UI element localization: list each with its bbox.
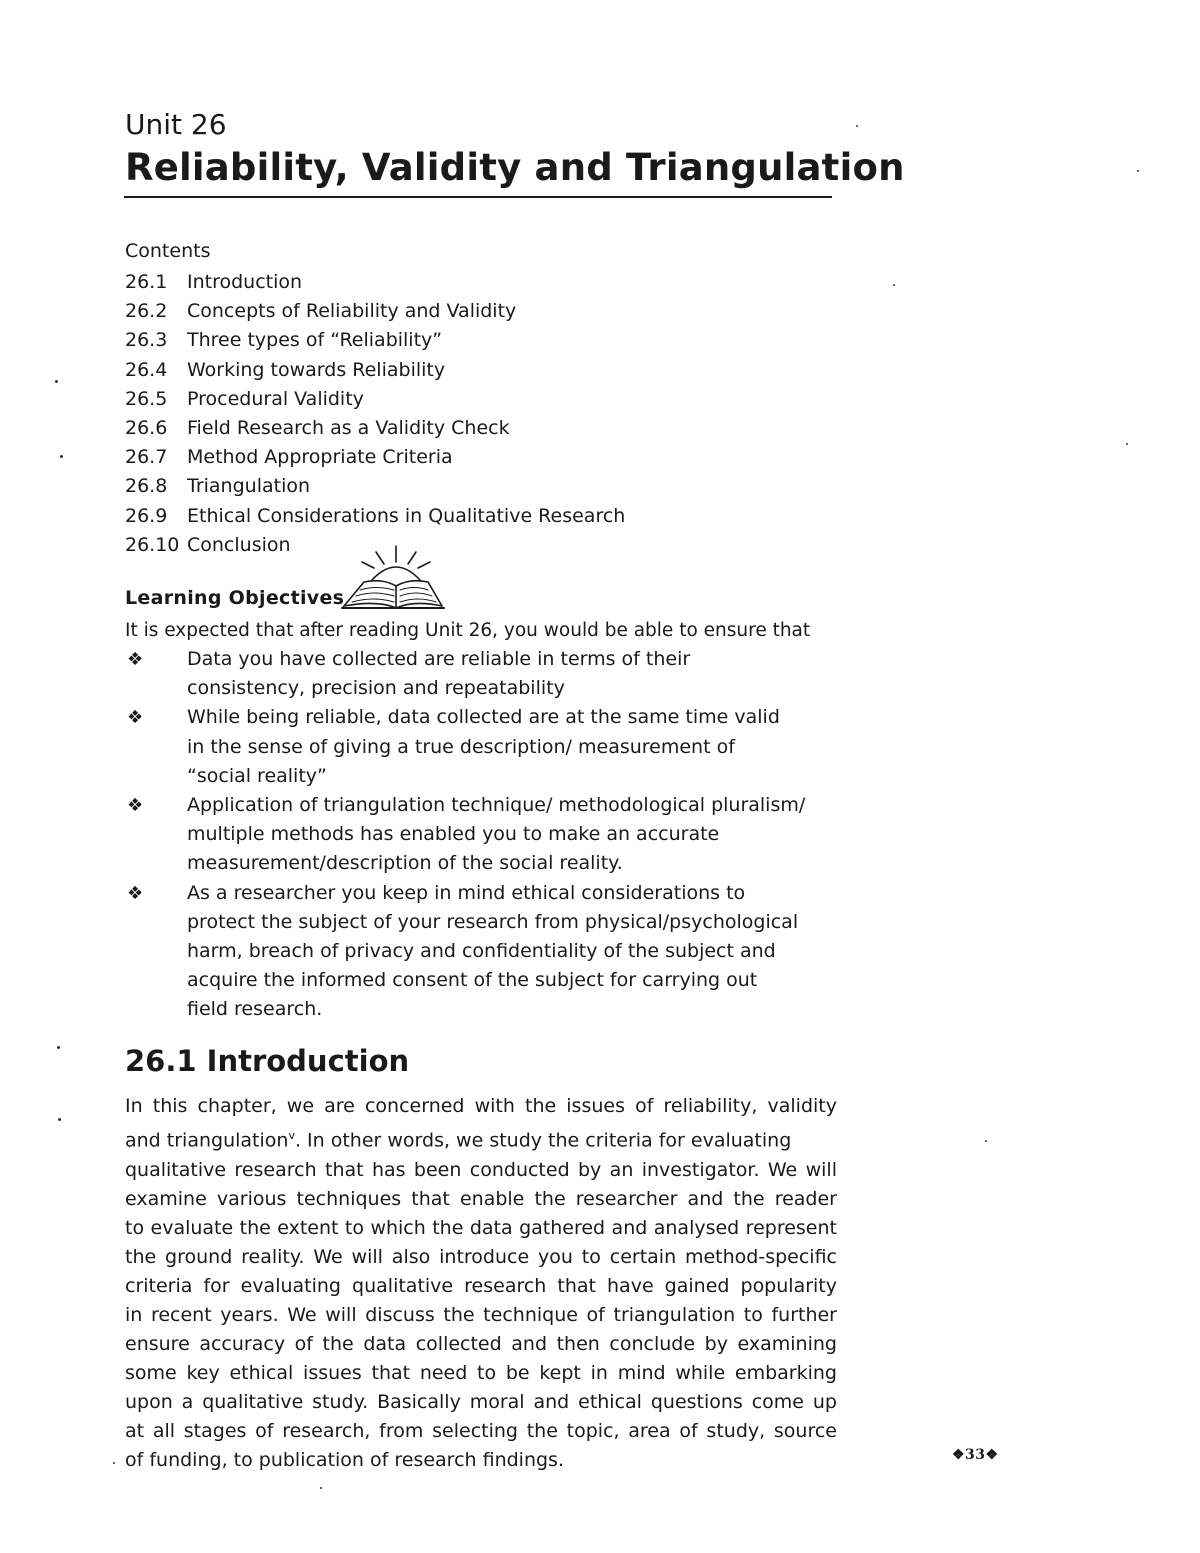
toc-item-label: Ethical Considerations in Qualitative Research [187,504,626,527]
paragraph-line: upon a qualitative study. Basically moral and ethical questions come up [125,1391,837,1414]
diamond-bullet-icon: ❖ [127,707,144,729]
learning-objectives-list [125,645,845,1025]
objective-line: acquire the informed consent of the subject for carrying out [187,969,758,992]
objective-line: harm, breach of privacy and confidentiality of the subject and [187,940,776,963]
toc-item-label: Procedural Validity [187,387,364,410]
objective-item [125,791,845,879]
paragraph-line: in recent years. We will discuss the technique of triangulation to further [125,1303,837,1326]
toc-item-label: Three types of “Reliability” [187,329,443,352]
toc-item-number: 26.10 [125,533,180,556]
toc-item-number: 26.4 [125,358,168,381]
paragraph-line: to evaluate the extent to which the data gathered and analysed represent [125,1216,837,1239]
contents-heading: Contents [125,240,211,262]
objective-line: protect the subject of your research from physical/psychological [187,910,799,933]
toc-item [125,414,625,443]
toc-item-number: 26.2 [125,300,168,323]
toc-item-label: Field Research as a Validity Check [187,416,510,439]
toc-item [125,326,625,355]
paragraph-line [125,1121,837,1155]
introduction-paragraph [125,1092,837,1476]
paragraph-line: qualitative research that has been conducted by an investigator. We will [125,1158,837,1181]
page-number: ❖33❖ [952,1447,999,1463]
paragraph-line: some key ethical issues that need to be kept in mind while embarking [125,1362,837,1385]
scan-speck [856,125,858,127]
objective-item [125,703,845,791]
toc-item-number: 26.6 [125,416,168,439]
diamond-bullet-icon: ❖ [127,795,144,817]
learning-objectives-intro: It is expected that after reading Unit 26, you would be able to ensure that [125,620,811,641]
toc-item [125,297,625,326]
diamond-bullet-icon: ❖ [127,882,144,904]
objective-item [125,879,845,1025]
paragraph-line: the ground reality. We will also introduce you to certain method-specific [125,1245,837,1268]
objective-line: measurement/description of the social reality. [187,852,623,875]
diamond-bullet-icon: ❖ [127,649,144,670]
objective-line: consistency, precision and repeatability [187,677,565,700]
scan-speck [60,455,63,458]
title-underline [124,196,832,198]
toc-item-number: 26.3 [125,329,168,352]
objective-line: multiple methods has enabled you to make an accurate [187,823,720,846]
learning-objectives-heading: Learning Objectives [125,587,345,609]
paragraph-line-start: and triangulation [125,1129,289,1152]
toc-item [125,443,625,472]
open-book-sunrise-icon [338,540,448,612]
toc-item-label: Method Appropriate Criteria [187,446,453,469]
toc-item-number: 26.8 [125,475,168,498]
toc-item-label: Introduction [187,271,303,293]
toc-item-number: 26.7 [125,446,168,469]
scan-speck [1137,170,1139,172]
objective-line: field research. [187,998,323,1021]
footnote-marker: v [288,1129,295,1143]
scan-speck [1126,443,1128,445]
toc-item-number: 26.5 [125,387,168,410]
objective-line: Application of triangulation technique/ methodological pluralism/ [187,794,806,817]
scan-speck [320,1487,322,1489]
paragraph-line: criteria for evaluating qualitative research that have gained popularity [125,1274,837,1297]
paragraph-line: In this chapter, we are concerned with the issues of reliability, validity [125,1095,837,1117]
paragraph-line: of funding, to publication of research findings. [125,1449,564,1472]
toc-item [125,356,625,385]
unit-title: Reliability, Validity and Triangulation [125,146,905,189]
section-heading-introduction: 26.1 Introduction [125,1044,410,1078]
toc-item [125,268,625,297]
toc-item [125,472,625,501]
toc-item-number: 26.1 [125,271,168,293]
objective-line: “social reality” [187,764,327,787]
toc-item-number: 26.9 [125,504,168,527]
scan-speck [985,1140,987,1142]
scan-speck [58,1118,61,1121]
scan-speck [57,1046,60,1049]
toc-item-label: Conclusion [187,533,291,556]
objective-line: As a researcher you keep in mind ethical considerations to [187,881,746,904]
scan-speck [113,1462,115,1464]
toc-item-label: Working towards Reliability [187,358,446,381]
toc-item [125,502,625,531]
table-of-contents [125,268,625,560]
toc-item [125,385,625,414]
paragraph-line: at all stages of research, from selecting the topic, area of study, source [125,1420,837,1443]
paragraph-line: examine various techniques that enable the researcher and the reader [125,1187,837,1210]
toc-item-label: Concepts of Reliability and Validity [187,300,517,323]
unit-label: Unit 26 [125,108,227,141]
scan-speck [55,380,58,383]
paragraph-line: ensure accuracy of the data collected and then conclude by examining [125,1333,837,1356]
objective-line: Data you have collected are reliable in terms of their [187,648,691,670]
objective-line: While being reliable, data collected are at the same time valid [187,706,780,729]
objective-item [125,645,845,703]
paragraph-line-tail: . In other words, we study the criteria for evaluating [294,1129,792,1152]
toc-item-label: Triangulation [187,475,311,498]
objective-line: in the sense of giving a true description/ measurement of [187,735,735,758]
scan-speck [893,284,895,286]
